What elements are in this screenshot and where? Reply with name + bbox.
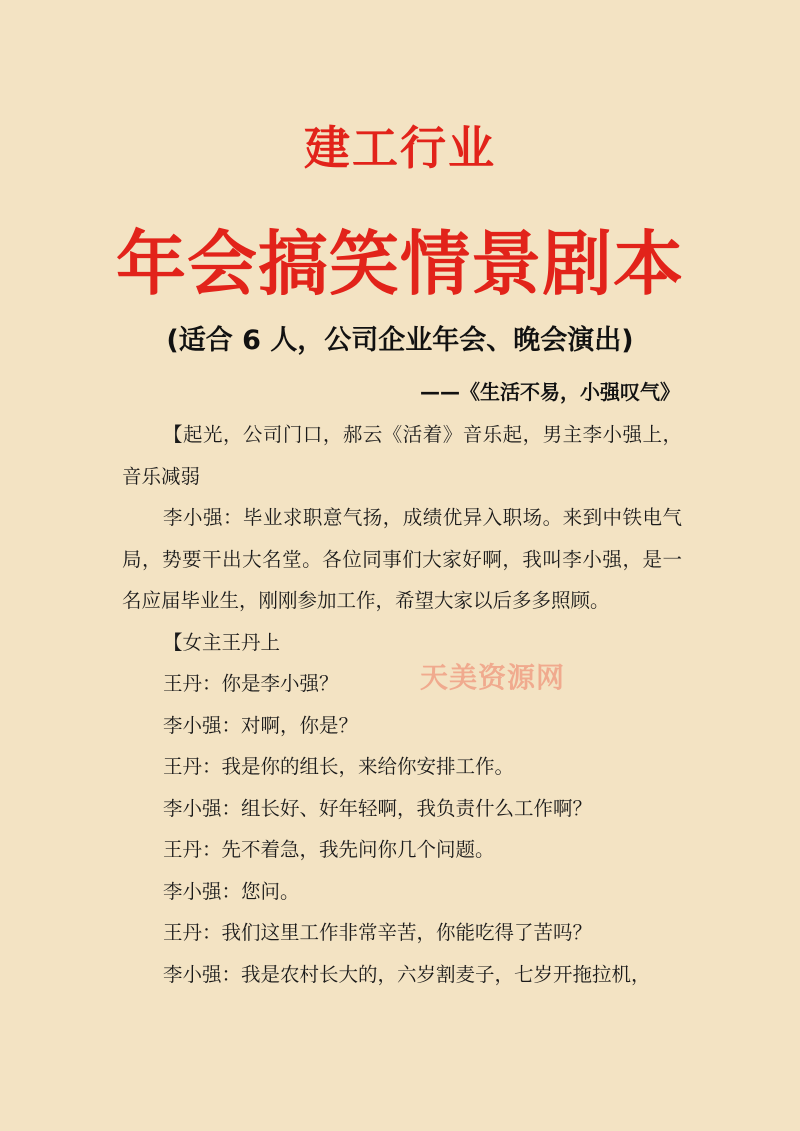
paragraph: 王丹：你是李小强？ bbox=[163, 672, 339, 695]
paragraph: 李小强：我是农村长大的，六岁割麦子，七岁开拖拉机， bbox=[163, 962, 651, 986]
tagline: ——《生活不易，小强叹气》 bbox=[420, 380, 680, 404]
paragraph: 李小强：对啊，你是？ bbox=[163, 713, 359, 737]
paragraph: 王丹：我是你的组长，来给你安排工作。 bbox=[163, 755, 515, 778]
paragraph: 李小强：组长好、好年轻啊，我负责什么工作啊？ bbox=[163, 796, 593, 820]
paragraph: 【女主王丹上 bbox=[163, 630, 281, 654]
paragraph: 王丹：我们这里工作非常辛苦，你能吃得了苦吗？ bbox=[163, 921, 593, 944]
title-line-2: 年会搞笑情景剧本 bbox=[116, 223, 684, 305]
subtitle: (适合 6 人，公司企业年会、晚会演出) bbox=[166, 325, 634, 356]
title-line-1: 建工行业 bbox=[304, 121, 496, 175]
paragraph: 李小强：您问。 bbox=[163, 879, 300, 903]
paragraph: 【起光，公司门口，郝云《活着》音乐起，男主李小强上，音乐减弱 bbox=[122, 423, 682, 488]
paragraph: 李小强：毕业求职意气扬，成绩优异入职场。来到中铁电气局，势要干出大名堂。各位同事们大家好啊，我叫李小强，是一名应届毕业生，刚刚参加工作，希望大家以后多多照顾。 bbox=[122, 506, 682, 612]
watermark-logo: 天美资源网 bbox=[420, 661, 566, 694]
script-body bbox=[122, 414, 682, 995]
paragraph: 王丹：先不着急，我先问你几个问题。 bbox=[163, 838, 495, 861]
